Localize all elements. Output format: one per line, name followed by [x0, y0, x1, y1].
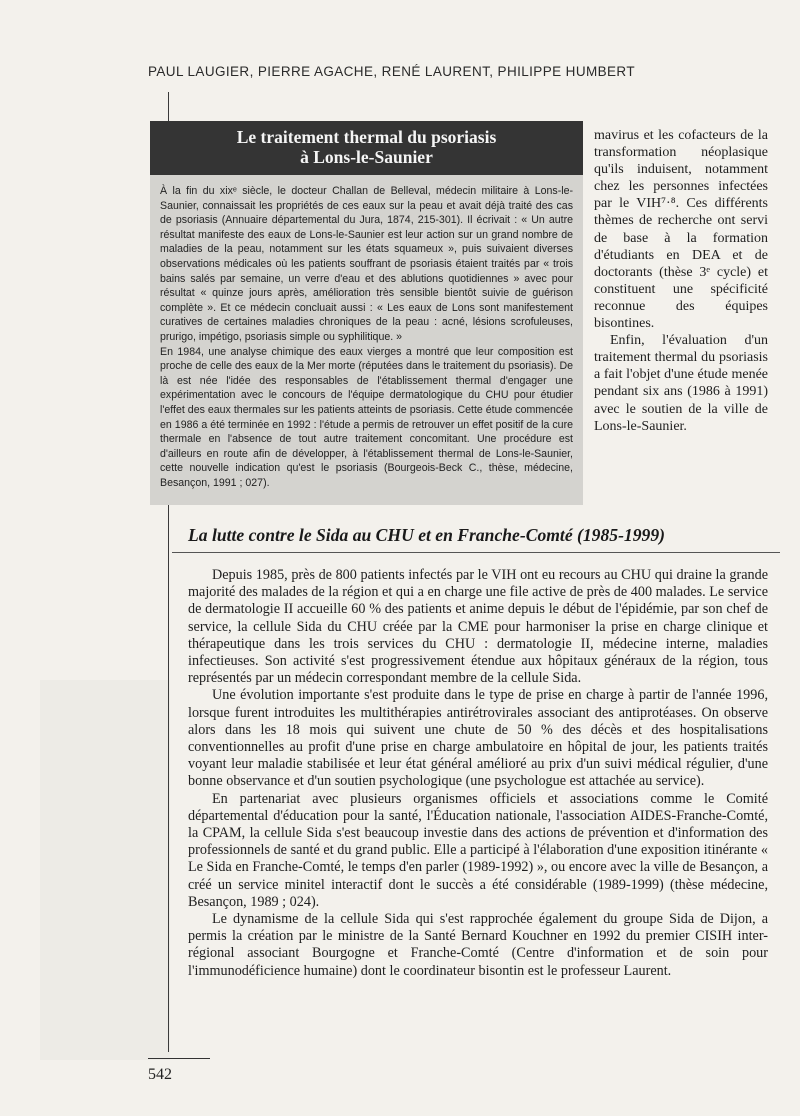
main-text	[188, 567, 768, 980]
sidebar-box	[150, 121, 583, 505]
main-paragraph-1: Depuis 1985, près de 800 patients infectés par le VIH ont eu recours au CHU qui draine la grande majorité des malades de la région et qui a en charge une file active de près de 400 malades. Le service de dermatologie II accueille 60 % des patients et anime depuis le début de l'épidémie, par son chef de service, la cellule Sida du CHU créée par la CME pour harmoniser la prise en charge clinique et thérapeutique dans les trois services du CHU : dermatologie II, médecine interne, maladies infectieuses. Son activité s'est progressivement étendue aux hôpitaux généraux de la région, tous représentés par un médecin correspondant membre de la cellule Sida.	[188, 567, 768, 687]
sidebar-body	[150, 175, 583, 490]
section-title: La lutte contre le Sida au CHU et en Franche-Comté (1985-1999)	[188, 525, 665, 545]
main-paragraph-2: Une évolution importante s'est produite dans le type de prise en charge à partir de l'année 1996, lorsque furent introduites les multithérapies antirétrovirales associant des antiprotéases. On observe alors dans les 18 mois qui suivent une chute de 50 % des décès et des hospitalisations conventionnelles au profit d'une prise en charge ambulatoire en hôpital de jour, les patients traités voyant leur maladie stabilisée et leur état général amélioré au prix d'un suivi médical régulier, d'une bonne observance et d'un soutien psychologique (une psychologue est attachée au service).	[188, 687, 768, 790]
sidebar-paragraph-2: En 1984, une analyse chimique des eaux vierges a montré que leur composition est proche de celle des eaux de la Mer morte (réputées dans le traitement du psoriasis). De là est née l'idée des responsables de l'établissement thermal d'engager une expérimentation avec le concours de l'équipe dermatologique du CHU pour étudier l'effet des eaux thermales sur les patients atteints de psoriasis. Cette étude commencée en 1986 a été terminée en 1992 : l'étude a permis de retrouver un effet positif de la cure thermale en l'absence de tout autre traitement concomitant. Une procédure est d'ailleurs en route afin de développer, à l'établissement thermal de Lons-le-Saunier, cette nouvelle indication qu'est le psoriasis (Bourgeois-Beck C., thèse, médecine, Besançon, 1991 ; 027).	[160, 345, 573, 489]
sidebar-title-line-2: à Lons-le-Saunier	[300, 147, 433, 167]
main-paragraph-3: En partenariat avec plusieurs organismes officiels et associations comme le Comité départemental d'éducation pour la santé, l'Éducation nationale, l'association AIDES-Franche-Comté, la CPAM, la cellule Sida s'est beaucoup investie dans des actions de prévention et d'information des professionnels de santé et du grand public. Elle a participé à l'élaboration d'une exposition itinérante « Le Sida en Franche-Comté, le temps d'en parler (1989-1992) », ou encore avec la ville de Besançon, a créé un service minitel interactif dont le succès a été considérable (1989-1999) (thèse médecine, Besançon, 1989 ; 024).	[188, 790, 768, 910]
sidebar-title	[150, 121, 583, 175]
section-rule	[172, 552, 780, 553]
page-bleed-through	[40, 680, 170, 1060]
right-column-paragraph-1: mavirus et les cofacteurs de la transformation néoplasique qu'ils induisent, notamment chez les personnes infectées par le VIH⁷·⁸. Ces différents thèmes de recherche ont servi de base à la formation d'étudiants en DEA et de doctorants (thèse 3ᵉ cycle) et constituent une spécificité reconnue des équipes bisontines.	[594, 128, 768, 332]
sidebar-paragraph-1: À la fin du xixᵉ siècle, le docteur Challan de Belleval, médecin militaire à Lons-le-Saunier, connaissait les propriétés de ces eaux sur la peau et avait déjà traité des cas de psoriasis (Annuaire départemental du Jura, 1874, 215-301). Il écrivait : « Un autre résultat manifeste des eaux de Lons-le-Saunier est leur action sur un grand nombre de maladies de la peau, notamment sur les états squameux », puis suivaient diverses observations médicales où les patients souffrant de psoriasis étaient traités par « trois bains salés par semaine, un verre d'eau et des ablutions quotidiennes » avec pour résultat « quinze jours après, amélioration très sensible bientôt suivie de guérison complète ». Et ce médecin concluait aussi : « Les eaux de Lons sont manifestement curatives de certaines maladies chroniques de la peau : acné, lésions scrofuleuses, prurigo, impétigo, psoriasis simple ou syphilitique. »	[160, 185, 573, 343]
running-header: PAUL LAUGIER, PIERRE AGACHE, RENÉ LAURENT, PHILIPPE HUMBERT	[148, 64, 635, 79]
sidebar-title-line-1: Le traitement thermal du psoriasis	[236, 127, 497, 147]
page-number: 542	[148, 1066, 172, 1083]
right-column-paragraph-2: Enfin, l'évaluation d'un traitement thermal du psoriasis a fait l'objet d'une étude menée pendant six ans (1986 à 1991) avec le soutien de la ville de Lons-le-Saunier.	[594, 333, 768, 434]
right-column	[594, 127, 768, 435]
main-paragraph-4: Le dynamisme de la cellule Sida qui s'est rapprochée également du groupe Sida de Dijon, a permis la création par le ministre de la Santé Bernard Kouchner en 1992 du premier CISIH inter-régional associant Bourgogne et Franche-Comté (Centre d'information et de soin pour l'immunodéficience humaine) dont le coordinateur bisontin est le professeur Laurent.	[188, 911, 768, 979]
footer-rule	[148, 1058, 210, 1059]
